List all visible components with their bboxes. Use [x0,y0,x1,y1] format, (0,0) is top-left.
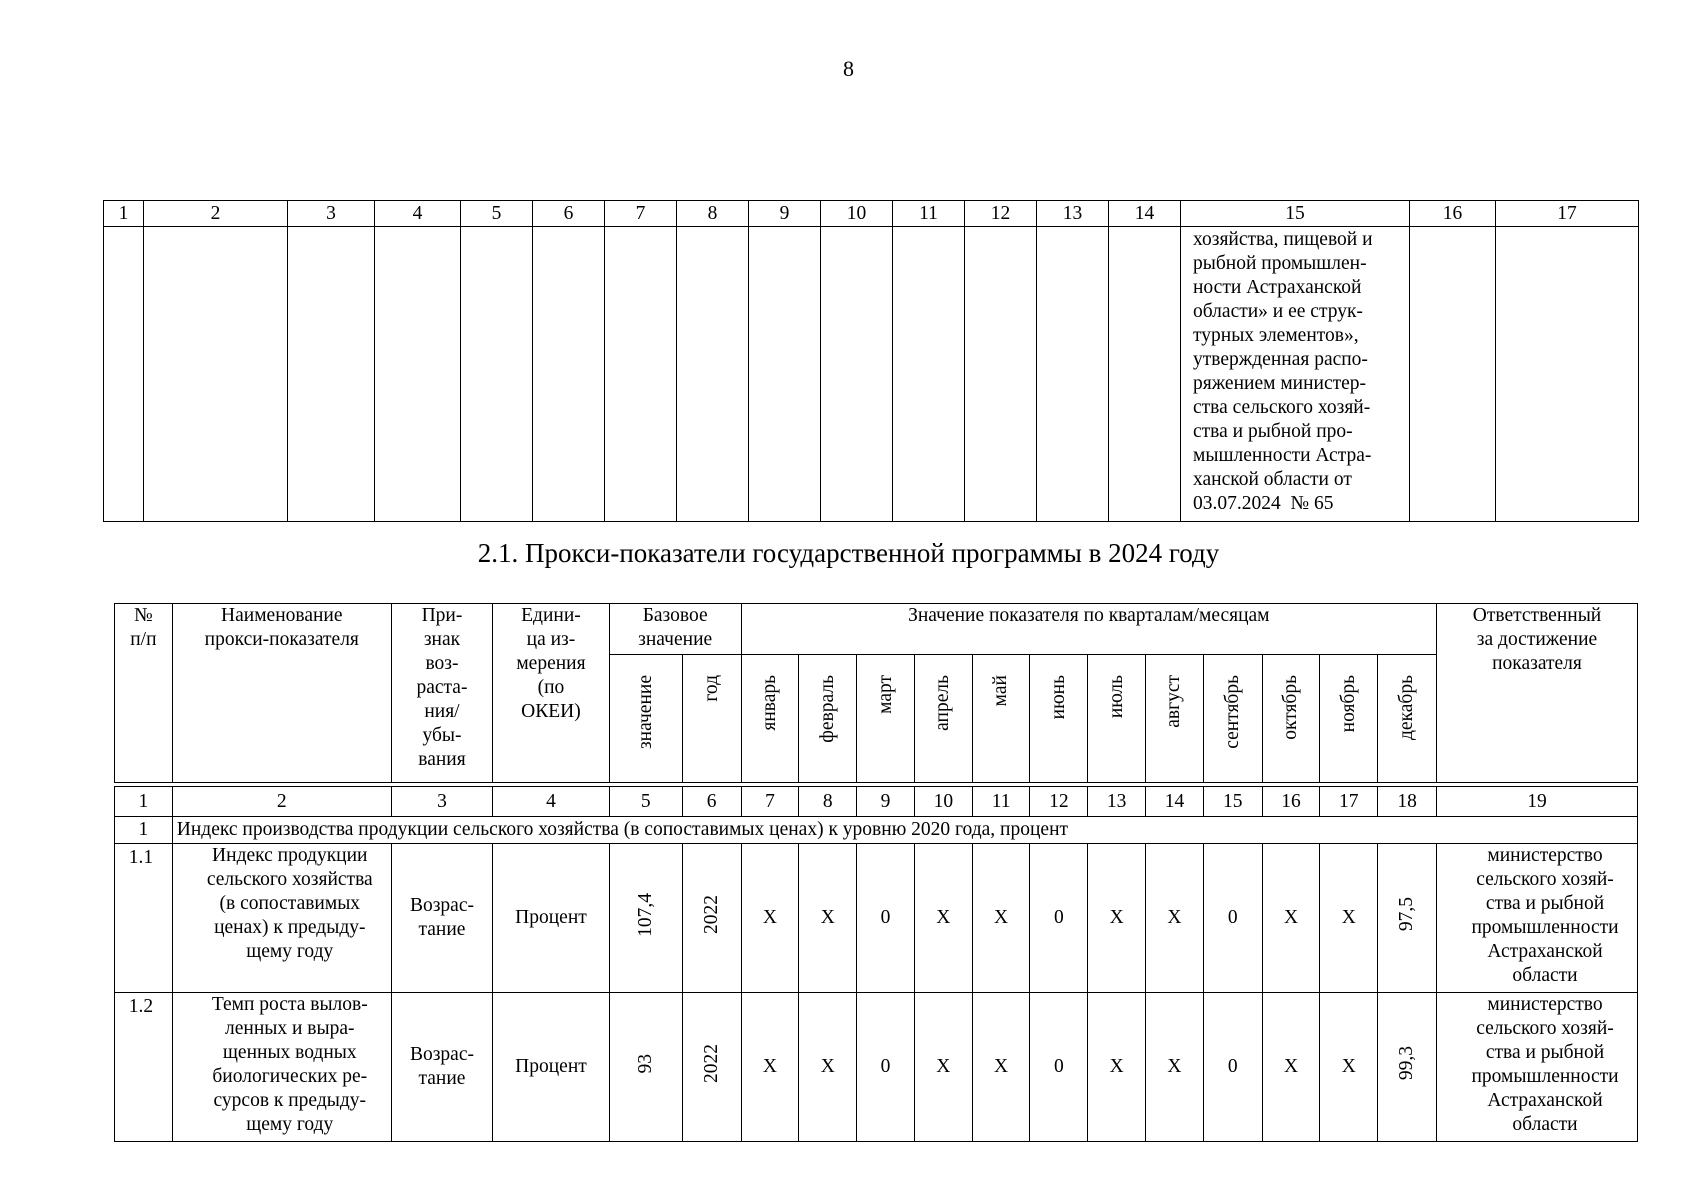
table-row [115,993,1638,1142]
month-value: Х [1262,844,1320,993]
month-value: 0 [1030,844,1088,993]
month-header: март [874,675,896,714]
month-header: февраль [816,675,838,743]
col-number: 11 [893,201,965,227]
header-quarters: Значение показателя по кварталам/месяцам [741,604,1436,655]
col-number: 17 [1496,201,1639,227]
month-value: Х [1262,993,1320,1142]
month-value: Х [914,844,972,993]
month-value: Х [741,844,799,993]
col-number: 16 [1410,201,1496,227]
month-value: 0 [1030,993,1088,1142]
growth-sign: Возрас- тание [391,844,492,993]
month-value: Х [1146,844,1204,993]
col-number: 10 [821,201,893,227]
col-number: 6 [533,201,605,227]
row-index: 1.1 [115,844,173,993]
source-document-cell: хозяйства, пищевой и рыбной промышлен- ности Астраханской области» и ее струк- турных элементов», утвержденная распо- ряжением министер- ства сельского хозяй- ства и рыбной про- мышленности Астра- ханской области от 03.07.2024 № 65 [1181,227,1410,522]
month-header: апрель [932,675,954,731]
table-row [115,844,1638,993]
base-value: 107,4 [634,892,656,937]
section-text: Индекс производства продукции сельского хозяйства (в сопоставимых ценах) к уровню 2020 года, процент [172,817,1637,844]
month-value: Х [1088,844,1146,993]
month-value: Х [914,993,972,1142]
month-header: июль [1105,675,1127,719]
header-sign: При- знак воз- раста- ния/ убы- вания [391,604,492,783]
section-num: 1 [115,817,173,844]
header-responsible: Ответственный за достижение показателя [1437,604,1638,783]
header-base-value: значение [634,675,656,750]
indicator-name: Темп роста вылов- ленных и выра- щенных водных биологических ре- сурсов к предыду- щему году [172,993,391,1142]
unit: Процент [493,993,610,1142]
month-value: 99,3 [1396,1046,1418,1081]
col-number: 12 [965,201,1037,227]
header-base: Базовое значение [609,604,741,655]
continued-row [104,227,1639,522]
column-number-row [104,201,1639,227]
unit: Процент [493,844,610,993]
header-row [115,604,1638,655]
month-header: январь [758,675,780,731]
proxy-indicators-table [114,603,1638,1142]
col-number: 1 [104,201,144,227]
header-unit: Едини- ца из- мерения (по ОКЕИ) [493,604,610,783]
section-title: 2.1. Прокси-показатели государственной программы в 2024 году [477,538,1220,568]
month-value: Х [1088,993,1146,1142]
month-value: 0 [1203,993,1262,1142]
month-value: Х [799,844,857,993]
col-number: 8 [677,201,749,227]
col-number: 7 [605,201,677,227]
col-number: 4 [375,201,461,227]
section-row [115,817,1638,844]
col-number: 3 [288,201,375,227]
month-value: 0 [857,844,915,993]
row-index: 1.2 [115,993,173,1142]
month-value: Х [741,993,799,1142]
column-number-row: 1 2 3 4 5 6 7 8 9 10 11 12 13 14 15 16 17 18 19 [115,787,1638,817]
growth-sign: Возрас- тание [391,993,492,1142]
col-number: 14 [1109,201,1181,227]
month-header: сентябрь [1221,675,1243,749]
month-header: август [1163,675,1185,728]
month-value: Х [1320,844,1378,993]
month-value: Х [1146,993,1204,1142]
col-number: 5 [461,201,533,227]
base-year: 2022 [700,1044,722,1083]
responsible: министерство сельского хозяй- ства и рыбной промышленности Астраханской области [1437,993,1638,1142]
col-number: 15 [1181,201,1410,227]
month-header: май [990,675,1012,707]
month-value: Х [972,844,1030,993]
col-number: 13 [1037,201,1109,227]
header-name: Наименование прокси-показателя [172,604,391,783]
month-value: Х [1320,993,1378,1142]
header-base-year: год [700,675,722,702]
month-value: Х [972,993,1030,1142]
month-value: Х [799,993,857,1142]
base-value: 93 [634,1053,656,1074]
month-value: 0 [857,993,915,1142]
month-value: 0 [1203,844,1262,993]
month-header: ноябрь [1337,675,1359,733]
indicator-name: Индекс продукции сельского хозяйства (в сопоставимых ценах) к предыду- щему году [172,844,391,993]
continued-table [103,200,1639,522]
month-header: октябрь [1280,675,1302,740]
month-header: декабрь [1396,675,1418,740]
col-number: 2 [144,201,288,227]
page-number: 8 [843,56,854,81]
col-number: 9 [749,201,821,227]
responsible: министерство сельского хозяй- ства и рыбной промышленности Астраханской области [1437,844,1638,993]
month-value: 97,5 [1396,897,1418,932]
header-num: № п/п [115,604,173,783]
month-header: июнь [1047,675,1069,720]
base-year: 2022 [700,895,722,934]
